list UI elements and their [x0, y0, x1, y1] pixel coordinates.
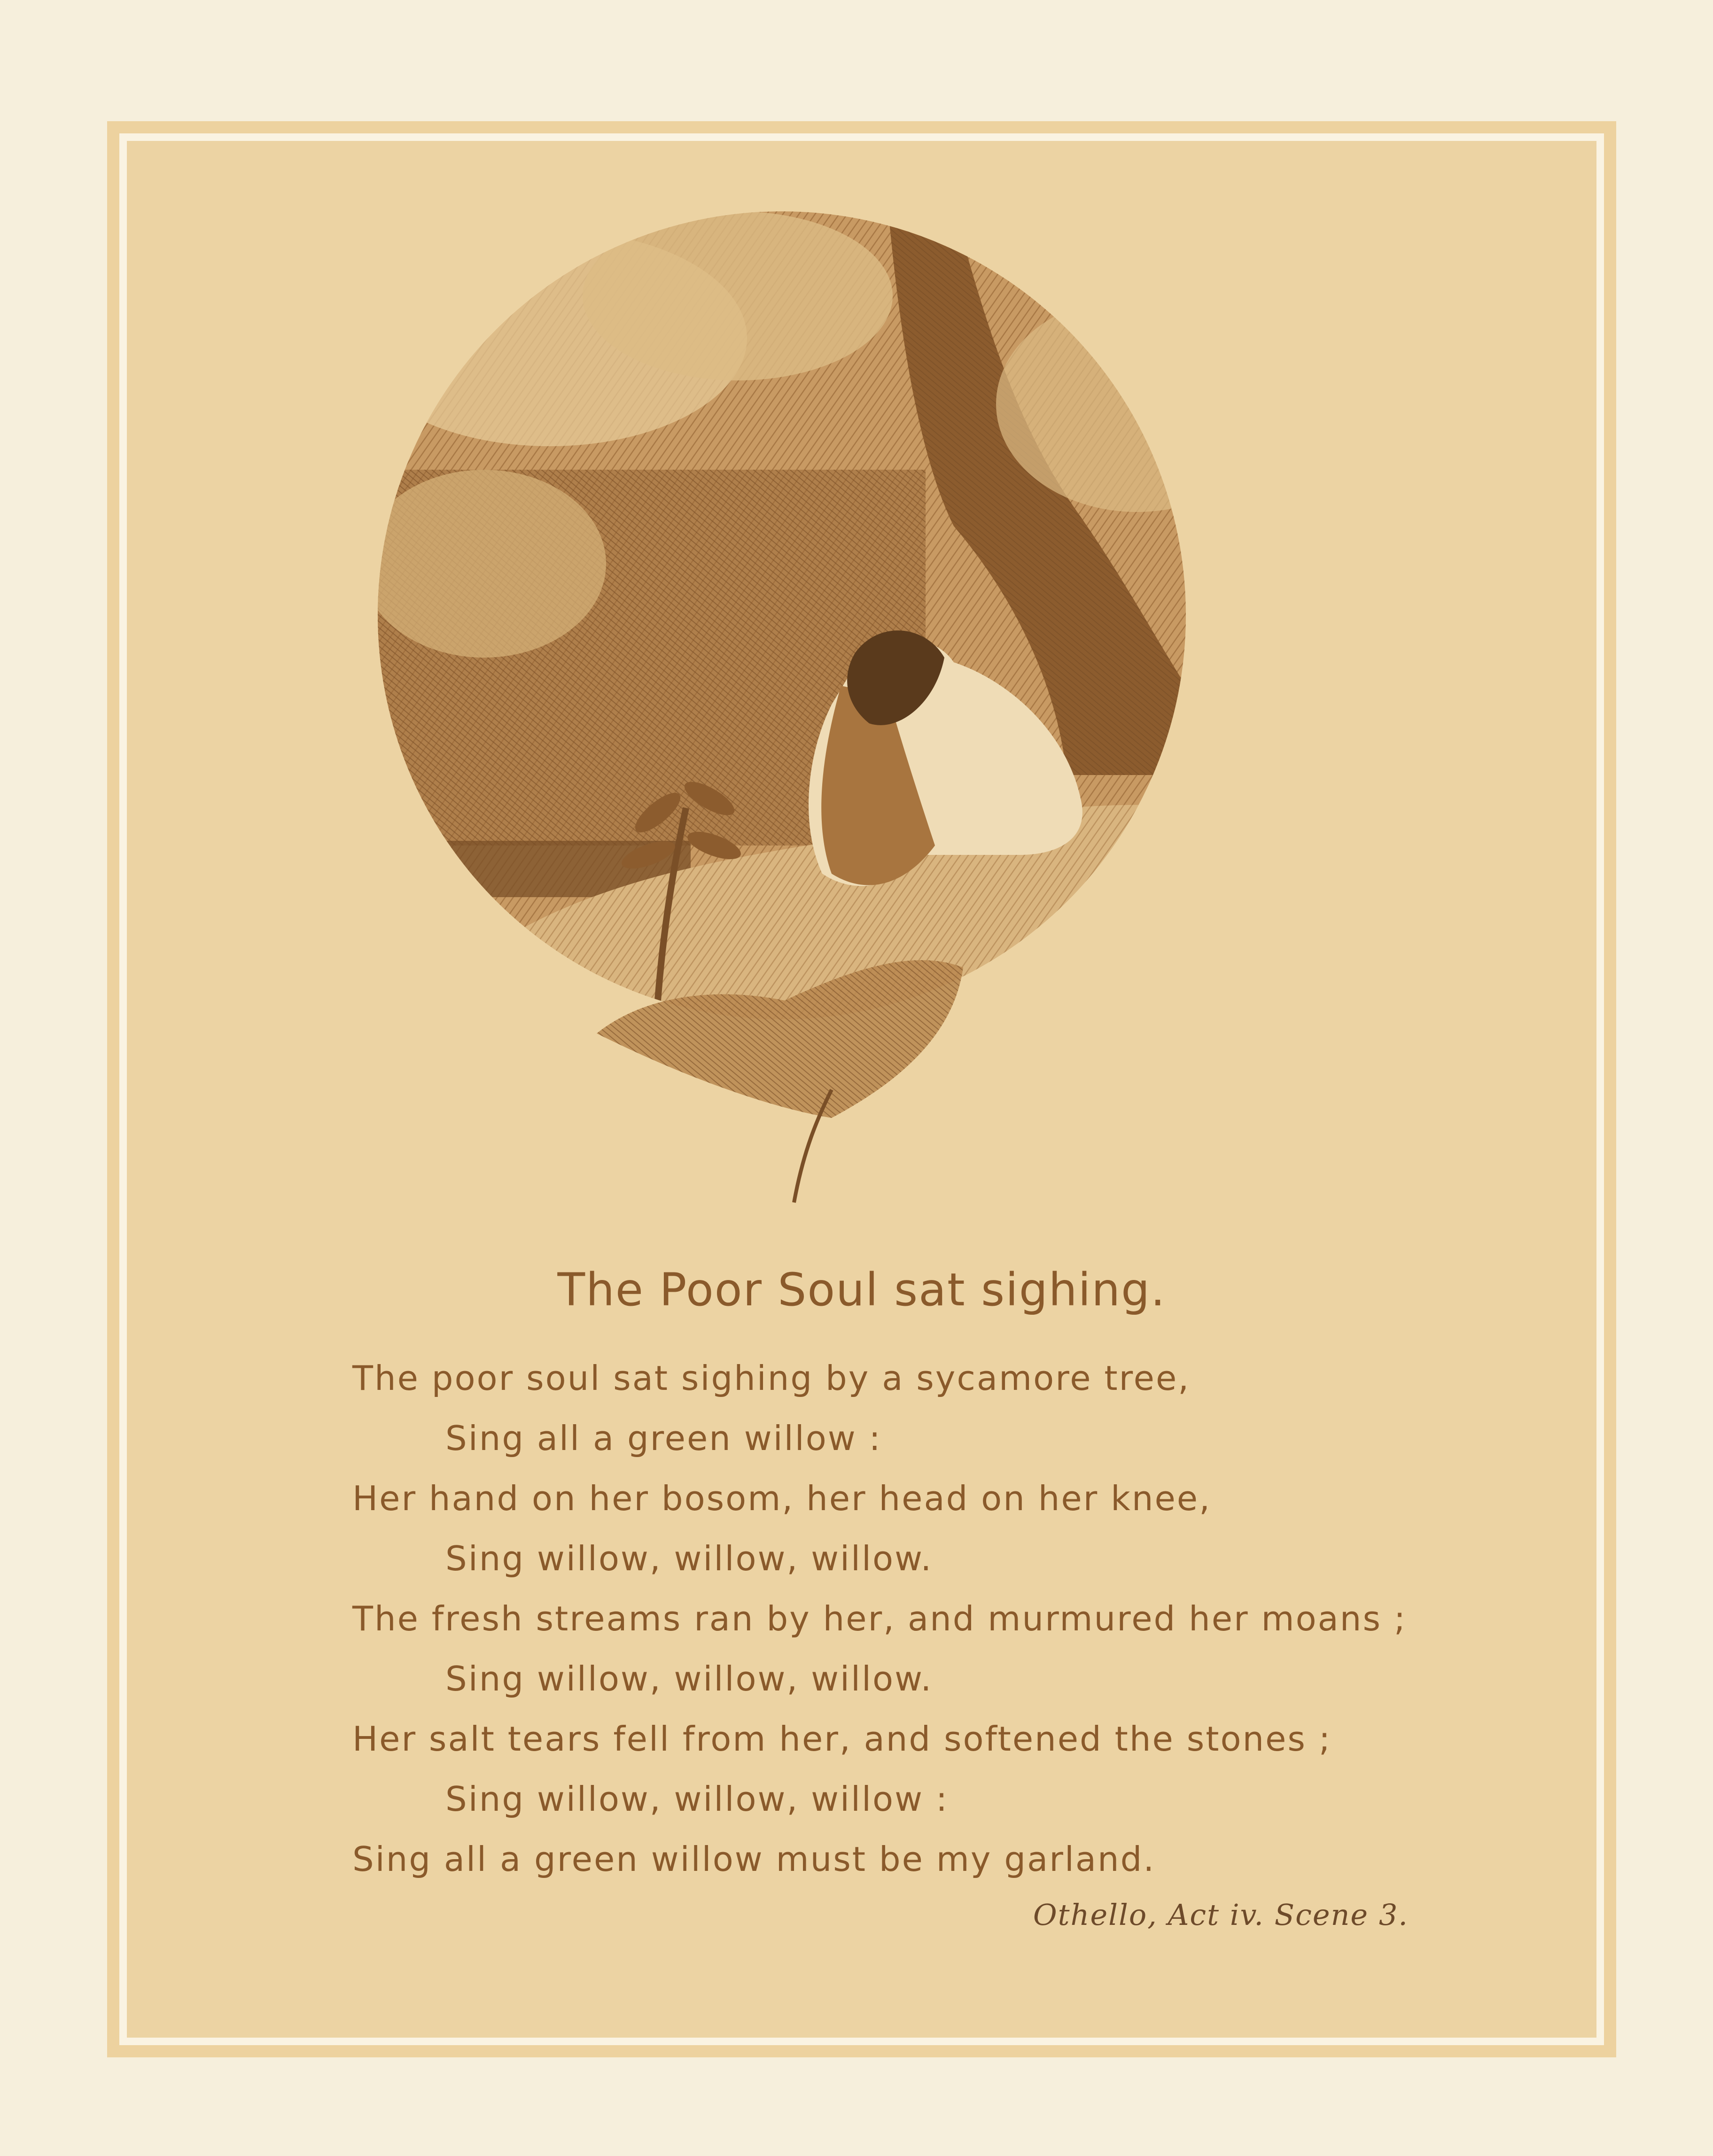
- poem-line: Sing willow, willow, willow.: [445, 1539, 933, 1578]
- page-title: The Poor Soul sat sighing.: [557, 1264, 1166, 1316]
- poem-line: Her hand on her bosom, her head on her knee,: [352, 1479, 1211, 1518]
- poem-line: Sing willow, willow, willow :: [445, 1779, 949, 1819]
- plate-panel: [127, 141, 1596, 2038]
- woman-weeping-under-tree-icon: [127, 141, 1596, 1221]
- poem-line: Sing willow, willow, willow.: [445, 1659, 933, 1698]
- citation: Othello, Act iv. Scene 3.: [1033, 1898, 1409, 1932]
- poem-line: Sing all a green willow :: [445, 1419, 882, 1458]
- poem-line: The fresh streams ran by her, and murmured her moans ;: [352, 1599, 1407, 1638]
- poem-line: Her salt tears fell from her, and softened the stones ;: [352, 1719, 1332, 1759]
- poem-line: The poor soul sat sighing by a sycamore tree,: [352, 1358, 1191, 1398]
- poem-line: Sing all a green willow must be my garland.: [352, 1839, 1156, 1879]
- poem: [352, 1348, 1527, 1889]
